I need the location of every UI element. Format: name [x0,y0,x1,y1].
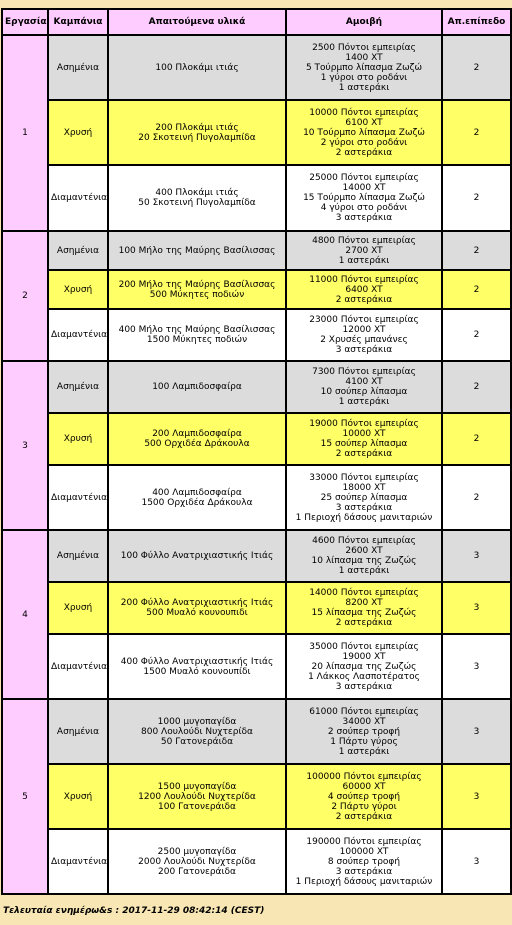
material-line: 1500 Ορχιδέα Δράκουλα [141,497,253,508]
campaign-cell: Διαμαντένια [48,165,108,231]
materials-cell [108,270,286,309]
reward-line: 4600 Πόντοι εμπειρίας [312,536,416,546]
campaign-cell: Διαμαντένια [48,829,108,894]
reward-cell [286,530,442,582]
reward-line: 6100 XT [345,117,383,128]
table-row [2,270,511,309]
header-reward: Αμοιβή [286,9,442,35]
quest-table [1,8,512,895]
reward-line: 23000 Πόντοι εμπειρίας [309,315,419,325]
material-line: 400 Λαμπιδοσφαίρα [152,487,242,498]
reward-line: 19000 XT [342,651,386,662]
materials-cell [108,100,286,165]
reward-line: 3 αστεράκια [335,345,393,355]
header-level: Απ.επίπεδο [442,9,511,35]
material-line: 100 Μήλο της Μαύρης Βασίλισσας [118,245,276,256]
reward-line: 15 λίπασμα της Ζωζώς [311,608,417,618]
materials-cell [108,699,286,764]
reward-cell [286,764,442,829]
reward-line: 2500 Πόντοι εμπειρίας [312,42,416,53]
reward-cell [286,100,442,165]
last-updated-text: Τελευταία ενημέρω&s : 2017-11-29 08:42:14 (CEST) [3,906,265,916]
campaign-cell: Ασημένια [48,699,108,764]
table-row [2,465,511,530]
campaign-cell: Διαμαντένια [48,634,108,699]
reward-line: 14000 Πόντοι εμπειρίας [309,588,419,598]
materials-cell [108,309,286,361]
materials-cell [108,165,286,231]
level-cell: 2 [442,100,511,165]
reward-line: 1 αστεράκι [338,82,390,93]
reward-line: 2 Πάρτυ γύροι [331,801,397,812]
reward-line: 10 Τούρμπο λίπασμα Ζωζώ [303,127,425,138]
materials-cell [108,530,286,582]
material-line: 100 Λαμπιδοσφαίρα [152,382,242,392]
campaign-cell: Διαμαντένια [48,309,108,361]
task-number-cell: 3 [2,361,48,530]
reward-line: 190000 Πόντοι εμπειρίας [306,836,422,847]
reward-line: 2600 XT [345,546,383,556]
campaign-cell: Διαμαντένια [48,465,108,530]
reward-cell [286,231,442,270]
material-line: 100 Πλοκάμι ιτιάς [155,62,239,73]
reward-cell [286,361,442,413]
table-row [2,829,511,894]
material-line: 1500 Μυαλό κουνουπίδι [143,666,251,677]
material-line: 400 Μήλο της Μαύρης Βασίλισσας [118,325,276,335]
reward-line: 1 αστεράκι [338,746,390,757]
reward-line: 11000 Πόντοι εμπειρίας [309,274,419,285]
reward-line: 2 αστεράκια [335,618,393,628]
reward-cell [286,35,442,100]
table-body [2,35,511,894]
level-cell: 3 [442,530,511,582]
materials-cell [108,634,286,699]
level-cell: 3 [442,764,511,829]
table-row [2,634,511,699]
campaign-cell: Ασημένια [48,35,108,100]
reward-cell [286,699,442,764]
level-cell: 2 [442,465,511,530]
reward-line: 100000 Πόντοι εμπειρίας [306,771,422,782]
reward-line: 2 γύροι στο ροδάνι [320,137,408,148]
task-number-cell: 4 [2,530,48,699]
reward-cell [286,309,442,361]
reward-line: 8200 XT [345,598,383,608]
material-line: 50 Γατονεράιδα [160,736,234,747]
campaign-cell: Ασημένια [48,231,108,270]
material-line: 800 Λουλούδι Νυχτερίδα [141,726,253,737]
materials-cell [108,361,286,413]
campaign-cell: Χρυσή [48,100,108,165]
task-number-cell: 1 [2,35,48,231]
reward-line: 19000 Πόντοι εμπειρίας [309,419,419,429]
level-cell: 3 [442,699,511,764]
level-cell: 3 [442,829,511,894]
material-line: 100 Φύλλο Ανατριχιαστικής Ιτιάς [120,551,274,561]
reward-line: 1 αστεράκι [338,397,390,407]
reward-line: 2700 XT [345,245,383,256]
campaign-cell: Ασημένια [48,361,108,413]
reward-line: 2 αστεράκια [335,147,393,158]
level-cell: 2 [442,361,511,413]
level-cell: 3 [442,582,511,634]
reward-line: 12000 XT [342,325,386,335]
reward-line: 3 αστεράκια [335,213,393,223]
reward-line: 2 αστεράκια [335,811,393,822]
materials-cell [108,764,286,829]
reward-cell [286,465,442,530]
reward-line: 6400 XT [345,284,383,295]
header-campaign: Καμπάνια [48,9,108,35]
reward-line: 10 λίπασμα της Ζωζώς [311,556,417,566]
reward-line: 18000 XT [342,482,386,493]
table-row [2,231,511,270]
reward-line: 1 Περιοχή δάσους μανιταριών [295,512,433,523]
table-row [2,35,511,100]
reward-line: 7300 Πόντοι εμπειρίας [312,367,416,377]
materials-cell [108,413,286,465]
material-line: 1500 Μύκητες ποδιών [146,335,248,345]
campaign-cell: Ασημένια [48,530,108,582]
header-materials: Απαιτούμενα υλικά [108,9,286,35]
header-task: Εργασία [2,9,48,35]
reward-line: 10000 XT [342,429,386,439]
reward-cell [286,413,442,465]
reward-line: 8 σούπερ τροφή [327,856,401,867]
reward-line: 2 Χρυσές μπανάνες [320,335,408,345]
reward-line: 4 γύροι στο ροδάνι [320,203,408,213]
material-line: 200 Φύλλο Ανατριχιαστικής Ιτιάς [120,598,274,608]
reward-line: 10000 Πόντοι εμπειρίας [309,107,419,118]
level-cell: 2 [442,165,511,231]
material-line: 200 Πλοκάμι ιτιάς [155,122,239,133]
campaign-cell: Χρυσή [48,764,108,829]
reward-cell [286,165,442,231]
reward-line: 3 αστεράκια [335,502,393,513]
table-row [2,361,511,413]
table-row [2,582,511,634]
table-row [2,530,511,582]
materials-cell [108,829,286,894]
level-cell: 2 [442,270,511,309]
reward-cell [286,634,442,699]
reward-line: 100000 XT [339,846,389,857]
table-row [2,764,511,829]
material-line: 200 Μήλο της Μαύρης Βασίλισσας [118,279,276,290]
reward-line: 1 Περιοχή δάσους μανιταριών [295,876,433,887]
reward-line: 61000 Πόντοι εμπειρίας [309,706,419,717]
reward-line: 2 αστεράκια [335,449,393,459]
reward-line: 14000 XT [342,183,386,193]
reward-cell [286,582,442,634]
reward-line: 1 αστεράκι [338,255,390,266]
reward-line: 1400 XT [345,52,383,63]
material-line: 2000 Λουλούδι Νυχτερίδα [138,856,256,867]
materials-cell [108,465,286,530]
reward-line: 20 λίπασμα της Ζωζώς [311,661,417,672]
material-line: 400 Πλοκάμι ιτιάς [155,188,239,198]
reward-line: 1 Λάκκος Λασποτέρατος [308,671,420,682]
reward-cell [286,829,442,894]
reward-line: 5 Τούρμπο λίπασμα Ζωζώ [305,62,423,73]
reward-line: 1 γύροι στο ροδάνι [320,72,408,83]
materials-cell [108,35,286,100]
reward-line: 1 Πάρτυ γύρος [330,736,398,747]
material-line: 1500 μυγοπαγίδα [157,781,237,792]
material-line: 500 Ορχιδέα Δράκουλα [144,439,250,449]
material-line: 200 Γατονεράιδα [158,866,236,877]
reward-line: 15 σούπερ λίπασμα [320,439,408,449]
reward-cell [286,270,442,309]
campaign-cell: Χρυσή [48,582,108,634]
materials-cell [108,582,286,634]
material-line: 1000 μυγοπαγίδα [157,716,237,727]
reward-line: 10 σούπερ λίπασμα [320,387,408,397]
material-line: 200 Λαμπιδοσφαίρα [152,429,242,439]
reward-line: 3 αστεράκια [335,866,393,877]
reward-line: 2 σούπερ τροφή [327,726,401,737]
level-cell: 3 [442,634,511,699]
reward-line: 35000 Πόντοι εμπειρίας [309,641,419,652]
level-cell: 2 [442,35,511,100]
level-cell: 2 [442,309,511,361]
table-header-row [2,9,511,35]
table-row [2,100,511,165]
material-line: 1200 Λουλούδι Νυχτερίδα [138,791,256,802]
material-line: 20 Σκοτεινή Πυγολαμπίδα [138,132,256,143]
reward-line: 34000 XT [342,716,386,727]
material-line: 50 Σκοτεινή Πυγολαμπίδα [138,198,256,208]
material-line: 500 Μύκητες ποδιών [149,289,245,300]
campaign-cell: Χρυσή [48,413,108,465]
task-number-cell: 2 [2,231,48,361]
reward-line: 3 αστεράκια [335,681,393,692]
reward-line: 33000 Πόντοι εμπειρίας [309,472,419,483]
material-line: 100 Γατονεράιδα [158,801,236,812]
reward-line: 4800 Πόντοι εμπειρίας [312,235,416,246]
material-line: 2500 μυγοπαγίδα [157,846,237,857]
reward-line: 2 αστεράκια [335,294,393,305]
table-row [2,413,511,465]
material-line: 500 Μυαλό κουνουπιδι [146,608,248,618]
table-row [2,165,511,231]
materials-cell [108,231,286,270]
reward-line: 15 Τούρμπο λίπασμα Ζωζώ [303,193,425,203]
campaign-cell: Χρυσή [48,270,108,309]
reward-line: 1 αστεράκι [338,566,390,576]
reward-line: 25 σούπερ λίπασμα [320,492,408,503]
level-cell: 2 [442,413,511,465]
reward-line: 4100 XT [345,377,383,387]
table-row [2,699,511,764]
reward-line: 60000 XT [342,781,386,792]
task-number-cell: 5 [2,699,48,894]
material-line: 400 Φύλλο Ανατριχιαστικής Ιτιάς [120,656,274,667]
table-row [2,309,511,361]
reward-line: 25000 Πόντοι εμπειρίας [309,173,419,183]
level-cell: 2 [442,231,511,270]
reward-line: 4 σούπερ τροφή [327,791,401,802]
